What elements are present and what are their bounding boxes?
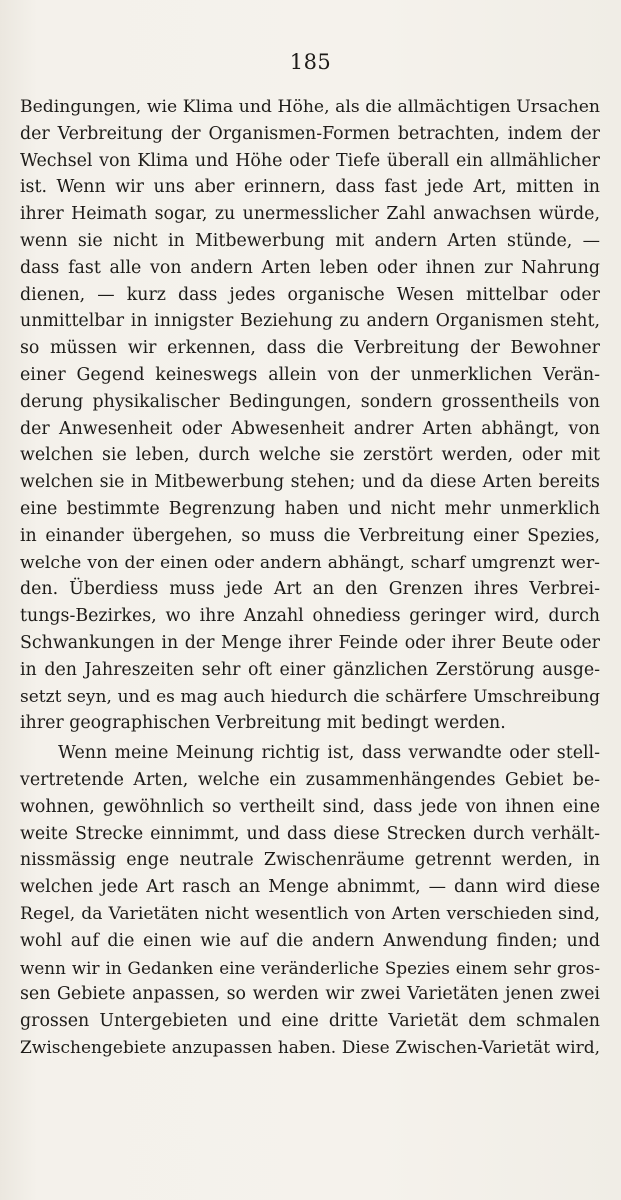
text-line: weite Strecke einnimmt, und dass diese Strecken durch verhält- [20,823,600,844]
text-line: in den Jahreszeiten sehr oft einer gänzlichen Zerstörung ausge- [20,659,600,680]
text-line: welche von der einen oder andern abhängt, scharf umgrenzt wer- [20,552,600,573]
text-line: sen Gebiete anpassen, so werden wir zwei Varietäten jenen zwei [20,984,600,1005]
page-number: 185 [289,50,332,74]
text-line: Regel, da Varietäten nicht wesentlich von Arten verschieden sind, [20,903,600,924]
text-line: in einander übergehen, so muss die Verbreitung einer Spezies, [20,525,600,546]
text-line: ihrer Heimath sogar, zu unermesslicher Zahl anwachsen würde, [20,204,600,225]
text-line: ihrer geographischen Verbreitung mit bedingt werden. [20,713,506,734]
text-line: welchen jede Art rasch an Menge abnimmt, — dann wird diese [20,877,600,898]
text-line: eine bestimmte Begrenzung haben und nicht mehr unmerklich [20,498,600,519]
text-line: der Verbreitung der Organismen-Formen betrachten, indem der [20,123,600,144]
text-line: nissmässig enge neutrale Zwischenräume getrennt werden, in [20,850,600,871]
text-line: dass fast alle von andern Arten leben oder ihnen zur Nahrung [20,257,600,278]
text-line: der Anwesenheit oder Abwesenheit andrer Arten abhängt, von [20,418,600,439]
text-line: ist. Wenn wir uns aber erinnern, dass fast jede Art, mitten in [20,177,600,198]
text-line: vertretende Arten, welche ein zusammenhängendes Gebiet be- [20,769,600,790]
text-line: grossen Untergebieten und eine dritte Varietät dem schmalen [20,1011,600,1032]
text-line: wenn sie nicht in Mitbewerbung mit andern Arten stünde, — [20,230,600,251]
paragraph-1 [20,94,600,737]
text-line: Wenn meine Meinung richtig ist, dass verwandte oder stell- [58,743,600,764]
text-line: dienen, — kurz dass jedes organische Wesen mittelbar oder [20,284,600,305]
text-line: Schwankungen in der Menge ihrer Feinde oder ihrer Beute oder [20,632,600,653]
text-line: den. Überdiess muss jede Art an den Grenzen ihres Verbrei- [20,579,600,600]
text-line: wohl auf die einen wie auf die andern Anwendung finden; und [20,930,600,951]
text-line: welchen sie in Mitbewerbung stehen; und da diese Arten bereits [20,472,600,493]
paragraph-2 [20,740,600,1062]
text-line: wenn wir in Gedanken eine veränderliche Spezies einem sehr gros- [20,957,600,978]
text-line: Wechsel von Klima und Höhe oder Tiefe überall ein allmählicher [20,150,600,171]
text-line: unmittelbar in innigster Beziehung zu andern Organismen steht, [20,311,600,332]
text-line: welchen sie leben, durch welche sie zerstört werden, oder mit [20,445,600,466]
text-line: derung physikalischer Bedingungen, sondern grossentheils von [20,391,600,412]
text-line: Bedingungen, wie Klima und Höhe, als die allmächtigen Ursachen [20,97,600,117]
text-line: setzt seyn, und es mag auch hiedurch die schärfere Umschreibung [20,686,600,707]
text-line: wohnen, gewöhnlich so vertheilt sind, dass jede von ihnen eine [20,796,600,817]
text-line: einer Gegend keineswegs allein von der unmerklichen Verän- [20,364,600,385]
text-line: tungs-Bezirkes, wo ihre Anzahl ohnediess geringer wird, durch [20,606,600,627]
text-line: so müssen wir erkennen, dass die Verbreitung der Bewohner [20,338,600,359]
body-text [20,94,600,1062]
text-line: Zwischengebiete anzupassen haben. Diese Zwischen-Varietät wird, [20,1037,600,1058]
